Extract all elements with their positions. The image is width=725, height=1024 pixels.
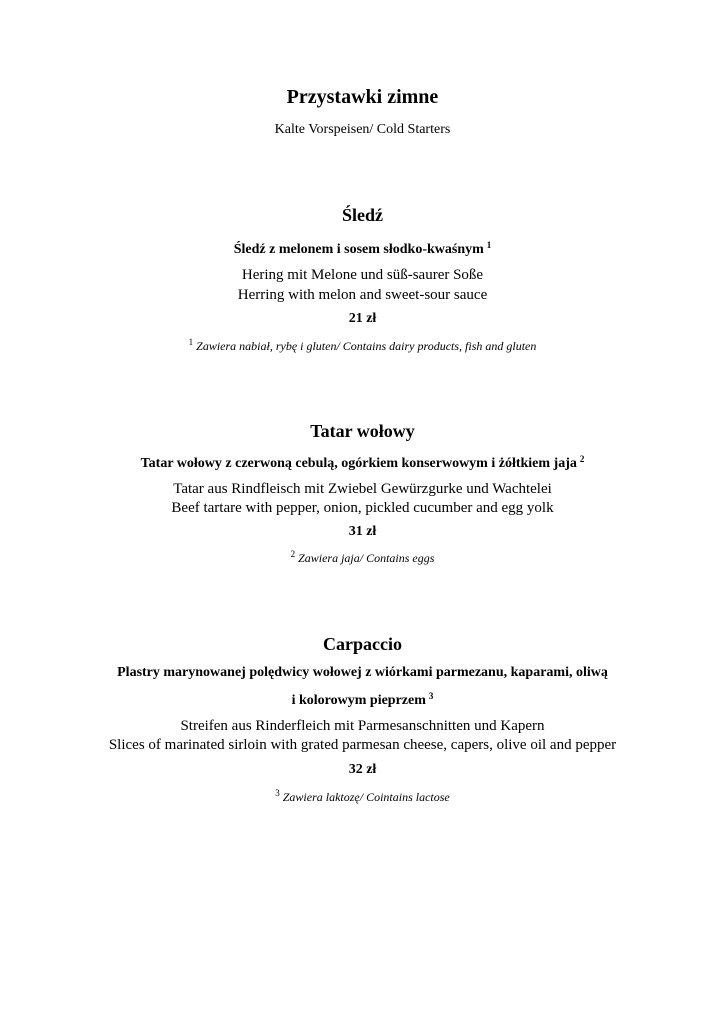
allergen-note-tatar [0, 549, 725, 566]
item-polish-line: Śledź z melonem i sosem słodko-kwaśnym [233, 242, 484, 257]
page-subtitle: Kalte Vorspeisen/ Cold Starters [274, 122, 451, 137]
allergen-mark: 2 [290, 549, 296, 559]
item-name-sledz: Śledź [341, 205, 383, 225]
allergen-note-sledz [0, 337, 725, 354]
item-polish-line: i kolorowym pieprzem [291, 693, 426, 708]
allergen-note-carpaccio [0, 788, 725, 805]
footnote-mark: 2 [579, 454, 585, 464]
allergen-text: Zawiera jaja/ Contains eggs [298, 551, 435, 565]
item-description-en-carpaccio: Slices of marinated sirloin with grated parmesan cheese, capers, olive oil and pepper [108, 737, 617, 753]
item-price-sledz: 21 zł [348, 311, 377, 326]
item-price-tatar: 31 zł [348, 524, 377, 539]
item-description-en-sledz: Herring with melon and sweet-sour sauce [237, 287, 488, 303]
item-polish-name-sledz [0, 240, 725, 258]
item-polish-name-carpaccio-line-1: Plastry marynowanej polędwicy wołowej z wiórkami parmezanu, kaparami, oliwą [117, 665, 608, 680]
footnote-mark: 1 [486, 240, 492, 250]
allergen-mark: 1 [188, 337, 194, 347]
item-polish-name-tatar [0, 454, 725, 472]
item-description-en-tatar: Beef tartare with pepper, onion, pickled cucumber and egg yolk [171, 500, 554, 516]
item-polish-line: Tatar wołowy z czerwoną cebulą, ogórkiem konserwowym i żółtkiem jaja [140, 456, 577, 471]
item-polish-name-carpaccio-line-2 [0, 691, 725, 709]
allergen-text: Zawiera laktozę/ Cointains lactose [282, 790, 450, 804]
allergen-text: Zawiera nabiał, rybę i gluten/ Contains dairy products, fish and gluten [196, 339, 537, 353]
item-name-tatar: Tatar wołowy [310, 421, 415, 441]
item-name-carpaccio: Carpaccio [323, 634, 402, 654]
item-price-carpaccio: 32 zł [348, 762, 377, 777]
footnote-mark: 3 [428, 691, 434, 701]
item-description-de-tatar: Tatar aus Rindfleisch mit Zwiebel Gewürzgurke und Wachtelei [173, 481, 552, 497]
item-description-de-sledz: Hering mit Melone und süß-saurer Soße [241, 267, 484, 283]
page-title: Przystawki zimne [286, 86, 439, 108]
item-description-de-carpaccio: Streifen aus Rinderfleich mit Parmesanschnitten und Kapern [180, 718, 545, 734]
allergen-mark: 3 [275, 788, 280, 798]
